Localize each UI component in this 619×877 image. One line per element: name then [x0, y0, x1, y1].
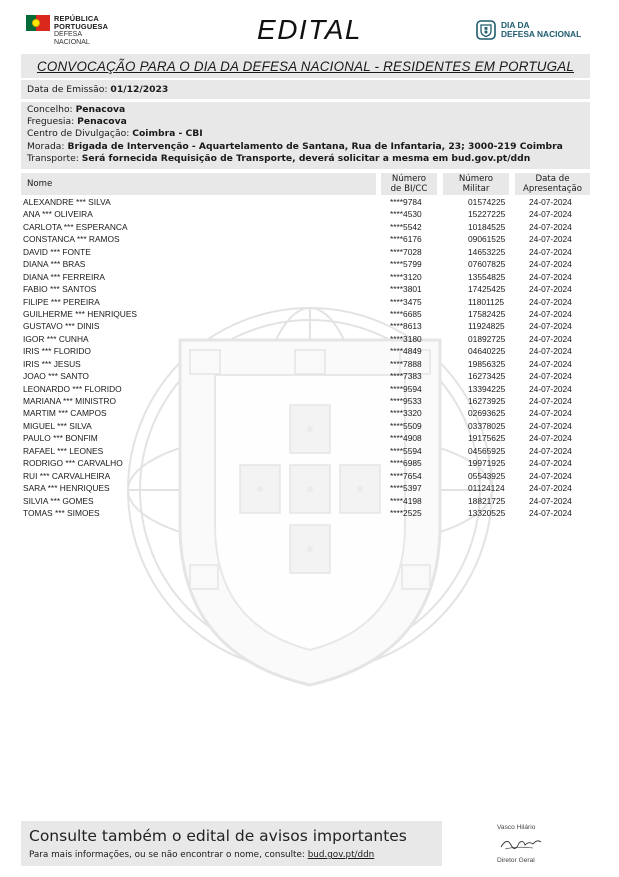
convocation-banner: [21, 54, 590, 78]
table-row: [21, 358, 590, 370]
row-name: PAULO *** BONFIM: [23, 433, 98, 444]
row-bi: ****5542: [390, 221, 422, 232]
transporte-label: Transporte:: [27, 152, 79, 164]
page-title: EDITAL: [257, 14, 362, 45]
handwritten-signature-icon: [499, 833, 543, 853]
header-bi-line-1: Número: [391, 174, 427, 184]
row-bi: ****9533: [390, 396, 422, 406]
row-date: 24-07-2024: [529, 321, 572, 332]
row-militar: 01574225: [468, 197, 506, 207]
row-militar: 05543925: [468, 470, 506, 481]
footer-headline: Consulte também o edital de avisos importantes: [29, 827, 407, 845]
table-row: [21, 432, 590, 444]
table-row: [21, 370, 590, 382]
row-militar: 13554825: [468, 271, 506, 282]
row-militar: 19175625: [468, 433, 506, 444]
row-militar: 16273925: [468, 396, 506, 406]
row-bi: ****5509: [390, 420, 422, 431]
table-row: [21, 308, 590, 320]
row-militar: 19971925: [468, 458, 506, 469]
table-header: [21, 173, 590, 195]
table-row: [21, 482, 590, 494]
row-date: 24-07-2024: [529, 246, 572, 257]
row-date: 24-07-2024: [529, 358, 572, 369]
row-militar: 04640225: [468, 346, 506, 357]
row-bi: ****3801: [390, 284, 422, 295]
row-name: FABIO *** SANTOS: [23, 284, 97, 295]
row-name: ALEXANDRE *** SILVA: [23, 197, 111, 207]
republic-line-2: PORTUGUESA: [54, 22, 109, 31]
row-date: 24-07-2024: [529, 420, 572, 431]
row-name: CONSTANCA *** RAMOS: [23, 234, 120, 245]
footer-link[interactable]: bud.gov.pt/ddn: [307, 850, 375, 860]
row-militar: 16273425: [468, 371, 506, 382]
row-militar: 13394225: [468, 383, 506, 394]
row-militar: 04565925: [468, 445, 506, 456]
row-name: GUILHERME *** HENRIQUES: [23, 308, 138, 319]
table-body: [21, 196, 590, 519]
table-row: [21, 296, 590, 308]
row-bi: ****3475: [390, 296, 422, 307]
table-row: [21, 345, 590, 357]
footer-text-line: [29, 850, 374, 860]
emission-value: 01/12/2023: [110, 84, 169, 95]
row-militar: 10184525: [468, 221, 506, 232]
row-bi: ****5594: [390, 445, 422, 456]
table-row: [21, 495, 590, 507]
row-bi: ****6685: [390, 308, 422, 319]
table-row: [21, 233, 590, 245]
row-bi: ****5397: [390, 483, 422, 494]
table-row: [21, 246, 590, 258]
transporte-line: [27, 153, 584, 165]
row-bi: ****8613: [390, 321, 422, 332]
row-bi: ****4908: [390, 433, 422, 444]
row-date: 24-07-2024: [529, 458, 572, 469]
header-bi: [381, 174, 437, 194]
row-bi: ****4849: [390, 346, 422, 357]
concelho-label: Concelho:: [27, 104, 73, 115]
freguesia-value: Penacova: [77, 116, 127, 128]
row-date: 24-07-2024: [529, 507, 572, 518]
row-date: 24-07-2024: [529, 259, 572, 270]
row-date: 24-07-2024: [529, 383, 572, 394]
row-bi: ****4198: [390, 495, 422, 506]
republic-line-1: REPÚBLICA: [54, 14, 99, 23]
footer-notice: [21, 821, 442, 866]
row-militar: 17582425: [468, 308, 506, 319]
row-name: MARIANA *** MINISTRO: [23, 396, 117, 406]
centro-label: Centro de Divulgação:: [27, 128, 130, 140]
row-name: CARLOTA *** ESPERANCA: [23, 221, 128, 232]
ddn-line-1: DIA DA: [501, 20, 530, 30]
table-row: [21, 333, 590, 345]
row-bi: ****3180: [390, 333, 422, 344]
footer-text: Para mais informações, ou se não encontrar o nome, consulte:: [29, 850, 305, 860]
row-bi: ****9594: [390, 383, 422, 394]
row-date: 24-07-2024: [529, 371, 572, 382]
header-name: Nome: [27, 179, 53, 189]
row-militar: 17425425: [468, 284, 506, 295]
freguesia-label: Freguesia:: [27, 116, 75, 128]
row-bi: ****3320: [390, 408, 422, 419]
row-date: 24-07-2024: [529, 396, 572, 406]
row-bi: ****7028: [390, 246, 422, 257]
row-name: FILIPE *** PEREIRA: [23, 296, 100, 307]
row-name: IRIS *** JESUS: [23, 358, 81, 369]
morada-label: Morada:: [27, 140, 65, 152]
row-militar: 03378025: [468, 420, 506, 431]
table-row: [21, 258, 590, 270]
centro-value: Coimbra - CBI: [132, 128, 203, 140]
row-date: 24-07-2024: [529, 445, 572, 456]
signature-name: Vasco Hilário: [497, 824, 536, 831]
row-date: 24-07-2024: [529, 346, 572, 357]
table-row: [21, 196, 590, 208]
row-name: GUSTAVO *** DINIS: [23, 321, 100, 332]
transporte-value: Será fornecida Requisição de Transporte, deverá solicitar a mesma em bud.gov.pt/ddn: [81, 152, 531, 164]
header-militar: [443, 174, 509, 194]
emission-date-row: [21, 80, 590, 99]
table-row: [21, 470, 590, 482]
row-bi: ****6985: [390, 458, 422, 469]
row-bi: ****5799: [390, 259, 422, 270]
row-militar: 11801125: [468, 296, 505, 307]
row-date: 24-07-2024: [529, 271, 572, 282]
ministry-line-2: NACIONAL: [54, 39, 90, 46]
row-name: SARA *** HENRIQUES: [23, 483, 110, 494]
row-name: IGOR *** CUNHA: [23, 333, 89, 344]
row-date: 24-07-2024: [529, 483, 572, 494]
table-row: [21, 283, 590, 295]
ddn-line-2: DEFESA NACIONAL: [501, 29, 582, 39]
row-date: 24-07-2024: [529, 221, 572, 232]
row-name: MARTIM *** CAMPOS: [23, 408, 107, 419]
row-name: RAFAEL *** LEONES: [23, 445, 104, 456]
info-panel: [21, 102, 590, 169]
signature-block: [497, 824, 577, 866]
row-name: RUI *** CARVALHEIRA: [23, 470, 111, 481]
header-mil-line-1: Número: [458, 174, 494, 184]
row-date: 24-07-2024: [529, 197, 572, 207]
row-militar: 19856325: [468, 358, 506, 369]
concelho-line: [27, 104, 584, 116]
row-name: DIANA *** BRAS: [23, 259, 86, 270]
row-militar: 13320525: [468, 507, 506, 518]
header-date-line-2: Apresentação: [522, 184, 583, 194]
row-date: 24-07-2024: [529, 470, 572, 481]
table-row: [21, 445, 590, 457]
table-row: [21, 407, 590, 419]
table-row: [21, 420, 590, 432]
row-name: SILVIA *** GOMES: [23, 495, 94, 506]
dia-defesa-nacional-logo: [476, 20, 581, 40]
row-name: ANA *** OLIVEIRA: [23, 209, 93, 220]
row-bi: ****4530: [390, 209, 422, 220]
row-date: 24-07-2024: [529, 296, 572, 307]
row-militar: 14653225: [468, 246, 506, 257]
morada-value: Brigada de Intervenção - Aquartelamento de Santana, Rua de Infantaria, 23; 3000-219 Coimbra: [67, 140, 563, 152]
table-row: [21, 208, 590, 220]
row-name: DAVID *** FONTE: [23, 246, 91, 257]
row-militar: 09061525: [468, 234, 506, 245]
row-date: 24-07-2024: [529, 308, 572, 319]
row-militar: 07607825: [468, 259, 506, 270]
freguesia-line: [27, 116, 584, 128]
row-bi: ****3120: [390, 271, 422, 282]
header-mil-line-2: Militar: [462, 184, 490, 194]
row-militar: 15227225: [468, 209, 506, 220]
signature-role: Diretor Geral: [497, 857, 535, 864]
ddn-shield-icon: [476, 20, 496, 40]
row-militar: 18821725: [468, 495, 506, 506]
emission-label: Data de Emissão:: [27, 84, 108, 95]
row-name: DIANA *** FERREIRA: [23, 271, 105, 282]
centro-line: [27, 128, 584, 140]
row-name: LEONARDO *** FLORIDO: [23, 383, 122, 394]
convocation-title: CONVOCAÇÃO PARA O DIA DA DEFESA NACIONAL - RESIDENTES EM PORTUGAL: [36, 58, 575, 74]
row-bi: ****7888: [390, 358, 422, 369]
table-row: [21, 395, 590, 407]
row-name: IRIS *** FLORIDO: [23, 346, 91, 357]
morada-line: [27, 141, 584, 153]
table-row: [21, 383, 590, 395]
row-name: RODRIGO *** CARVALHO: [23, 458, 123, 469]
row-bi: ****9784: [390, 197, 422, 207]
row-date: 24-07-2024: [529, 408, 572, 419]
row-militar: 02693625: [468, 408, 506, 419]
table-row: [21, 507, 590, 519]
concelho-value: Penacova: [75, 104, 126, 115]
row-name: JOAO *** SANTO: [23, 371, 89, 382]
header-date: [515, 174, 590, 194]
row-date: 24-07-2024: [529, 495, 572, 506]
row-date: 24-07-2024: [529, 209, 572, 220]
header-bi-line-2: de BI/CC: [390, 184, 428, 194]
table-row: [21, 271, 590, 283]
table-row: [21, 221, 590, 233]
table-row: [21, 457, 590, 469]
row-date: 24-07-2024: [529, 433, 572, 444]
row-name: TOMAS *** SIMOES: [23, 507, 100, 518]
row-name: MIGUEL *** SILVA: [23, 420, 92, 431]
row-militar: 01124124: [468, 483, 505, 494]
row-bi: ****6176: [390, 234, 422, 245]
row-date: 24-07-2024: [529, 234, 572, 245]
header-date-line-1: Data de: [535, 174, 570, 184]
row-militar: 01892725: [468, 333, 506, 344]
row-date: 24-07-2024: [529, 333, 572, 344]
table-row: [21, 320, 590, 332]
row-bi: ****2525: [390, 507, 422, 518]
row-bi: ****7654: [390, 470, 422, 481]
row-bi: ****7383: [390, 371, 422, 382]
row-date: 24-07-2024: [529, 284, 572, 295]
row-militar: 11924825: [468, 321, 505, 332]
ministry-line-1: DEFESA: [54, 31, 83, 38]
